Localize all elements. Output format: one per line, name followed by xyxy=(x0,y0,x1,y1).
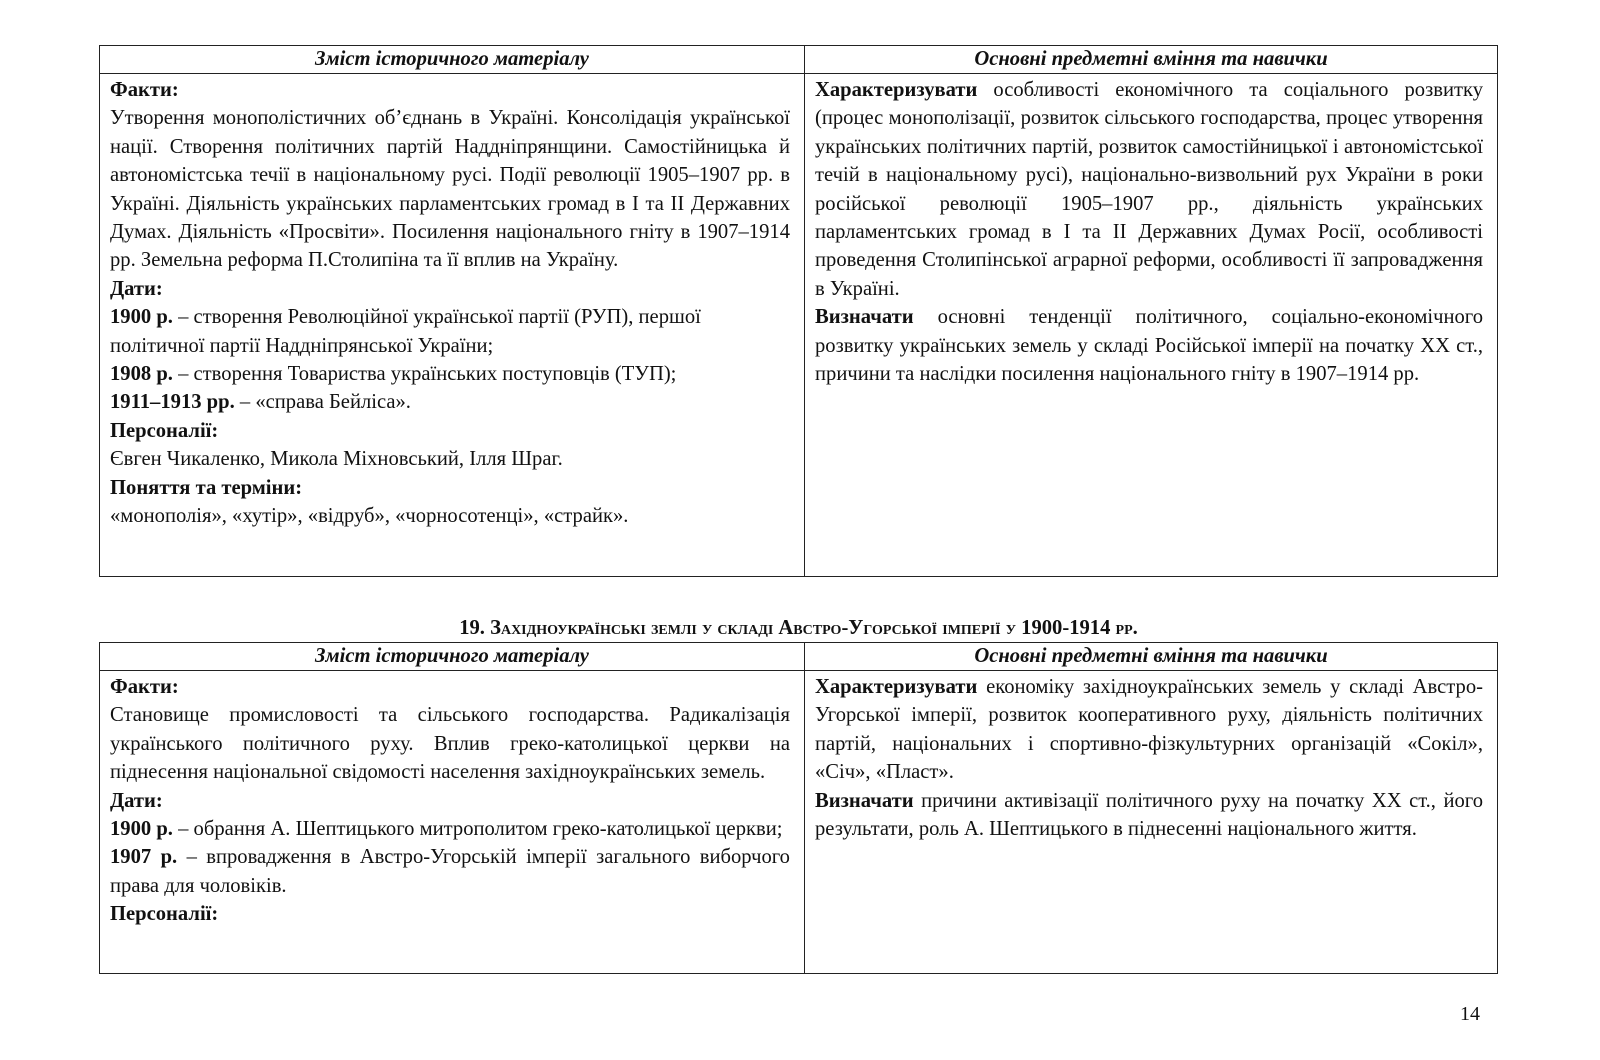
skill-paragraph xyxy=(815,303,1483,388)
content-cell xyxy=(100,671,805,974)
skill-paragraph xyxy=(815,76,1483,303)
skills-cell xyxy=(805,671,1498,974)
persons-text: Євген Чикаленко, Микола Міхновський, Ілля Шраг. xyxy=(110,448,563,471)
skill-text: економіку західноукраїнських земель у складі Австро-Угорської імперії, розвиток кооперативного руху, діяльність політичних партій, національних і спортивно-фізкультурних організацій «Сокіл», «Січ», «Пласт». xyxy=(815,676,1483,784)
date-text: – обрання А. Шептицького митрополитом греко-католицької церкви; xyxy=(172,818,783,841)
skill-verb: Визначати xyxy=(815,306,914,329)
date-text: – впровадження в Австро-Угорській імперії загального виборчого права для чоловіків. xyxy=(110,846,790,897)
table-header-row xyxy=(100,643,1498,671)
table-header-row xyxy=(100,46,1498,74)
terms-text: «монополія», «хутір», «відруб», «чорносотенці», «страйк». xyxy=(110,505,629,528)
facts-text: Утворення монополістичних об’єднань в Україні. Консолідація української нації. Створення політичних партій Наддніпрянщини. Самостійницька й автономістська течії в національному русі. Події революції 1905–1907 рр. в Україні. Діяльність українських парламентських громад в І та ІІ Державних Думах. Діяльність «Просвіти». Посилення національного гніту в 1907–1914 рр. Земельна реформа П.Столипіна та її вплив на Україну. xyxy=(110,107,790,272)
date-text: – «справа Бейліса». xyxy=(234,391,411,414)
dates-label: Дати: xyxy=(110,789,163,812)
facts-label: Факти: xyxy=(110,79,179,101)
skills-cell xyxy=(805,74,1498,577)
header-skills: Основні предметні вміння та навички xyxy=(805,46,1498,74)
facts-text: Становище промисловості та сільського господарства. Радикалізація українського політичного руху. Вплив греко-католицької церкви на піднесення національної свідомості населення західноукраїнських земель. xyxy=(110,704,790,784)
dates-label: Дати: xyxy=(110,277,163,300)
skill-text: причини активізації політичного руху на початку ХХ ст., його результати, роль А. Шептицького в піднесенні національного життя. xyxy=(815,789,1483,841)
date-text: – створення Товариства українських поступовців (ТУП); xyxy=(172,363,677,386)
skill-text: особливості економічного та соціального розвитку (процес монополізації, розвиток сільського господарства, процес утворення українських політичних партій, розвиток самостійницької і автономістської течій в національному русі), національно-визвольний рух України в роки російської революції 1905–1907 рр., діяльність українських парламентських громад в І та ІІ Державних Думах Росії, особливості проведення Столипінської аграрної реформи, особливості її запровадження в Україні. xyxy=(815,79,1483,300)
facts-label: Факти: xyxy=(110,676,179,698)
date-year: 1908 р. xyxy=(110,363,173,386)
date-item xyxy=(110,303,790,360)
skill-text: основні тенденції політичного, соціально-економічного розвитку українських земель у складі Російської імперії на початку ХХ ст., причини та наслідки посилення національного гніту в 1907–1914 рр. xyxy=(815,306,1483,386)
date-year: 1900 р. xyxy=(110,306,173,329)
date-item xyxy=(110,388,790,416)
content-table-2 xyxy=(99,642,1498,974)
date-year: 1911–1913 рр. xyxy=(110,391,235,414)
date-year: 1900 р. xyxy=(110,818,173,841)
skill-paragraph xyxy=(815,673,1483,787)
section-title: 19. Західноукраїнські землі у складі Австро-Угорської імперії у 1900-1914 рр. xyxy=(459,617,1138,639)
table-row xyxy=(100,671,1498,974)
skill-paragraph xyxy=(815,787,1483,844)
content-cell xyxy=(100,74,805,577)
date-text: – створення Революційної української партії (РУП), першої політичної партії Наддніпрянської України; xyxy=(110,306,701,357)
content-table-1 xyxy=(99,45,1498,577)
date-year: 1907 р. xyxy=(110,846,178,869)
date-item xyxy=(110,815,790,843)
table-row xyxy=(100,74,1498,577)
terms-label: Поняття та терміни: xyxy=(110,476,303,499)
header-content: Зміст історичного матеріалу xyxy=(100,643,805,671)
header-content: Зміст історичного матеріалу xyxy=(100,46,805,74)
date-item xyxy=(110,843,790,900)
page-number: 14 xyxy=(1460,1003,1480,1025)
skill-verb: Характеризувати xyxy=(815,79,978,101)
persons-label: Персоналії: xyxy=(110,903,219,926)
date-item xyxy=(110,360,790,388)
header-skills: Основні предметні вміння та навички xyxy=(805,643,1498,671)
skill-verb: Характеризувати xyxy=(815,676,978,698)
persons-label: Персоналії: xyxy=(110,419,219,442)
skill-verb: Визначати xyxy=(815,789,914,812)
